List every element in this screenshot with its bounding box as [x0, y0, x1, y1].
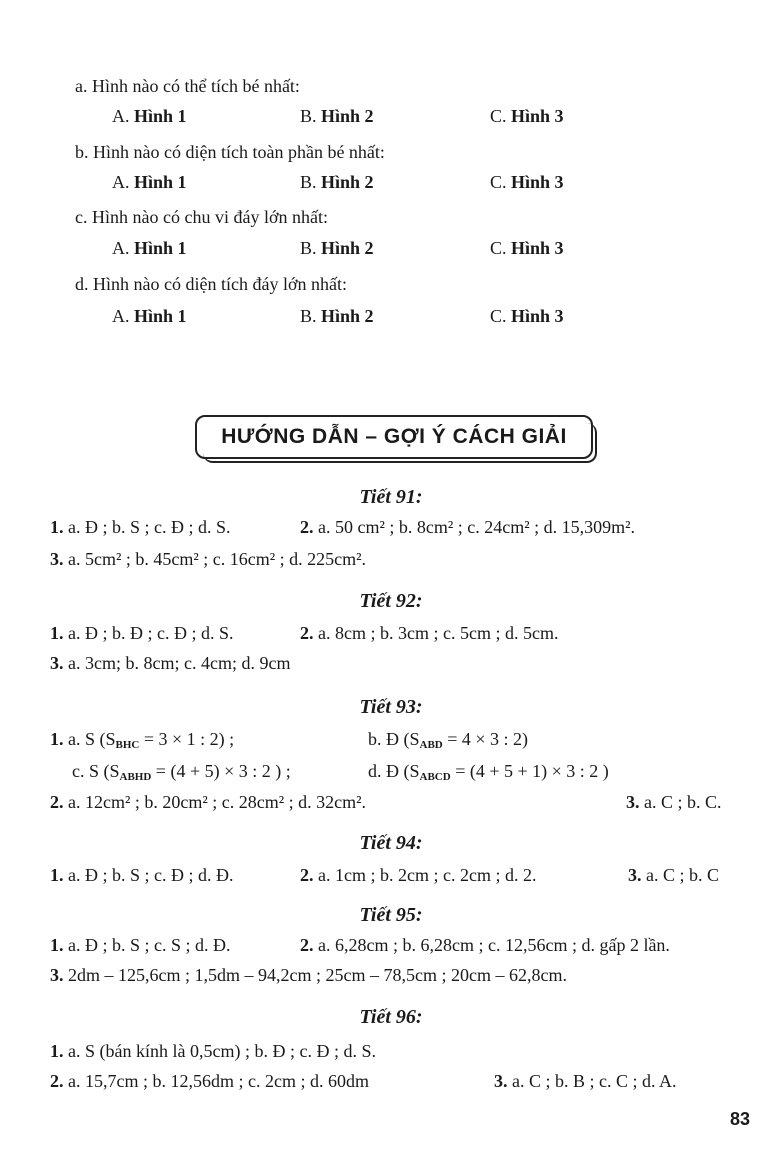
option-a: A. Hình 1 [112, 172, 187, 192]
answer-line: 1. a. S ($S_{BHC} = 3 \times 1$ : 2) ; [50, 729, 235, 751]
option-row [0, 237, 782, 259]
page-number: 83 [729, 1109, 750, 1129]
option-c: C. Hình 3 [490, 106, 564, 126]
answer-line: 2. a. 15,7cm ; b. 12,56dm ; c. 2cm ; d. 60dm [50, 1071, 369, 1091]
lesson-heading: Tiết 96: [359, 1006, 423, 1028]
question-prompt: b. Hình nào có diện tích toàn phần bé nhất: [75, 142, 385, 162]
lesson-heading: Tiết 91: [359, 486, 423, 508]
question-prompt: a. Hình nào có thể tích bé nhất: [75, 76, 300, 96]
answer-line: 2. a. 50 cm² ; b. 8cm² ; c. 24cm² ; d. 15,309m². [300, 517, 636, 537]
option-a: A. Hình 1 [112, 106, 187, 126]
lesson-heading: Tiết 92: [359, 590, 423, 612]
answer-line: 1. a. Đ ; b. S ; c. S ; d. Đ. [50, 935, 231, 955]
answer-line: 3. a. 5cm² ; b. 45cm² ; c. 16cm² ; d. 225cm². [50, 549, 367, 569]
option-c: C. Hình 3 [490, 306, 564, 326]
option-b: B. Hình 2 [300, 306, 374, 326]
answer-line: 3. a. C ; b. C. [626, 792, 722, 812]
answer-line: d. Đ ($S_{ABCD} = (4 + 5 + 1) \times 3$ : 2 ) [368, 761, 609, 783]
answer-line: 1. a. S (bán kính là 0,5cm) ; b. Đ ; c. Đ ; d. S. [50, 1041, 376, 1061]
lesson-heading: Tiết 93: [359, 696, 423, 718]
option-c: C. Hình 3 [490, 238, 564, 258]
answer-line: 2. a. 8cm ; b. 3cm ; c. 5cm ; d. 5cm. [300, 623, 559, 643]
option-a: A. Hình 1 [112, 306, 187, 326]
option-row [0, 171, 782, 193]
option-row [0, 305, 782, 327]
question-prompt: d. Hình nào có diện tích đáy lớn nhất: [75, 274, 347, 294]
answer-line: 1. a. Đ ; b. S ; c. Đ ; d. Đ. [50, 865, 234, 885]
option-b: B. Hình 2 [300, 172, 374, 192]
answer-line: 1. a. Đ ; b. Đ ; c. Đ ; d. S. [50, 623, 234, 643]
option-b: B. Hình 2 [300, 106, 374, 126]
question-prompt: c. Hình nào có chu vi đáy lớn nhất: [75, 207, 328, 227]
answer-line: 1. a. Đ ; b. S ; c. Đ ; d. S. [50, 517, 231, 537]
option-a: A. Hình 1 [112, 238, 187, 258]
option-c: C. Hình 3 [490, 172, 564, 192]
answer-line: 3. a. C ; b. C [628, 865, 720, 885]
option-row [0, 105, 782, 127]
answer-line: 3. a. C ; b. B ; c. C ; d. A. [494, 1071, 677, 1091]
answer-line: 3. 2dm – 125,6cm ; 1,5dm – 94,2cm ; 25cm – 78,5cm ; 20cm – 62,8cm. [50, 965, 567, 985]
answer-line: b. Đ ($S_{ABD} = 4 \times 3$ : 2) [368, 729, 529, 751]
lesson-heading: Tiết 94: [359, 832, 423, 854]
answer-line: 2. a. 12cm² ; b. 20cm² ; c. 28cm² ; d. 32cm². [50, 792, 367, 812]
section-title: HƯỚNG DẪN – GỢI Ý CÁCH GIẢI [221, 425, 567, 448]
section-banner [195, 415, 593, 459]
answer-line: 2. a. 6,28cm ; b. 6,28cm ; c. 12,56cm ; d. gấp 2 lần. [300, 935, 670, 955]
lesson-heading: Tiết 95: [359, 904, 423, 926]
answer-line: 2. a. 1cm ; b. 2cm ; c. 2cm ; d. 2. [300, 865, 537, 885]
option-b: B. Hình 2 [300, 238, 374, 258]
answer-line: 3. a. 3cm; b. 8cm; c. 4cm; d. 9cm [50, 653, 291, 673]
answer-line: c. S ($S_{ABHD} = (4 + 5) \times 3$ : 2 ) ; [72, 761, 291, 783]
